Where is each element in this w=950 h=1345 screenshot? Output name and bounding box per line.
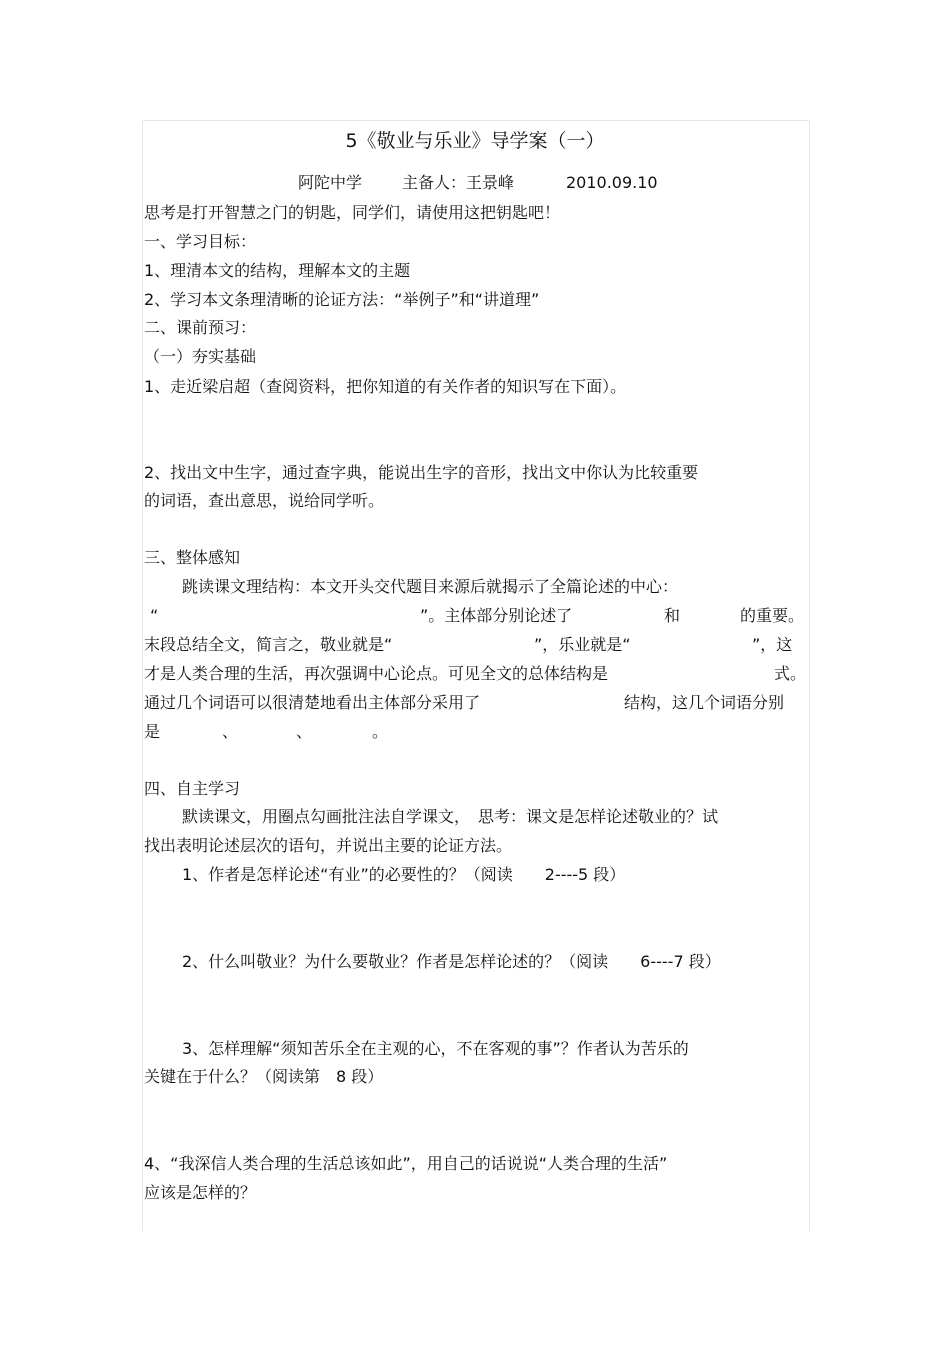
- fill-blank-text: 式。: [774, 664, 807, 683]
- fill-blank-text: 结构，这几个词语分别: [624, 693, 785, 712]
- page-title: 5《敬业与乐业》导学案（一）: [345, 130, 605, 152]
- structure-paragraph: 跳读课文理结构：本文开头交代题目来源后就揭示了全篇论述的中心：: [182, 577, 679, 596]
- study-question: 3、怎样理解“须知苦乐全在主观的心，不在客观的事”？作者认为苦乐的: [182, 1039, 689, 1058]
- section2-subheading: （一）夯实基础: [144, 347, 257, 366]
- self-study-paragraph: 默读课文，用圈点勾画批注法自学课文， 思考：课文是怎样论述敬业的？试: [182, 807, 719, 826]
- preview-question: 2、找出文中生字，通过查字典，能说出生字的音形，找出文中你认为比较重要: [144, 463, 699, 482]
- fill-blank-text: ”，乐业就是“: [534, 635, 631, 654]
- fill-blank-text: ”。主体部分别论述了: [420, 606, 573, 625]
- fill-blank-text: “: [150, 606, 159, 625]
- fill-blank-text: 。: [372, 722, 389, 741]
- self-study-paragraph-cont: 找出表明论述层次的语句，并说出主要的论证方法。: [144, 836, 513, 855]
- document-date: 2010.09.10: [566, 173, 658, 192]
- goal-item: 1、理清本文的结构，理解本文的主题: [144, 261, 411, 280]
- fill-blank-text: 和: [664, 606, 681, 625]
- fill-blank-text: 是: [144, 722, 161, 741]
- fill-blank-text: 、: [296, 722, 313, 741]
- study-question: 1、作者是怎样论述“有业”的必要性的？（阅读 2----5 段）: [182, 865, 626, 884]
- section1-heading: 一、学习目标：: [144, 232, 257, 251]
- preview-question: 1、走近梁启超（查阅资料，把你知道的有关作者的知识写在下面）。: [144, 377, 627, 396]
- fill-blank-text: ”，这: [752, 635, 793, 654]
- school-name: 阿陀中学: [298, 173, 363, 192]
- fill-blank-text: 通过几个词语可以很清楚地看出主体部分采用了: [144, 693, 481, 712]
- fill-blank-text: 才是人类合理的生活，再次强调中心论点。可见全文的总体结构是: [144, 664, 609, 683]
- goal-item: 2、学习本文条理清晰的论证方法：“举例子”和“讲道理”: [144, 290, 540, 309]
- author-name: 主备人：王景峰: [402, 173, 515, 192]
- study-question: 4、“我深信人类合理的生活总该如此”，用自己的话说说“人类合理的生活”: [144, 1154, 668, 1173]
- section4-heading: 四、自主学习: [144, 779, 241, 798]
- section3-heading: 三、整体感知: [144, 548, 241, 567]
- study-question: 2、什么叫敬业？为什么要敬业？作者是怎样论述的？（阅读 6----7 段）: [182, 952, 721, 971]
- section2-heading: 二、课前预习：: [144, 318, 257, 337]
- fill-blank-text: 末段总结全文，简言之，敬业就是“: [144, 635, 393, 654]
- intro-text: 思考是打开智慧之门的钥匙，同学们，请使用这把钥匙吧！: [144, 203, 561, 222]
- fill-blank-text: 的重要。: [740, 606, 805, 625]
- preview-question-cont: 的词语，查出意思，说给同学听。: [144, 491, 385, 510]
- study-question-cont: 关键在于什么？（阅读第 8 段）: [144, 1067, 384, 1086]
- study-question-cont: 应该是怎样的？: [144, 1183, 257, 1202]
- fill-blank-text: 、: [222, 722, 239, 741]
